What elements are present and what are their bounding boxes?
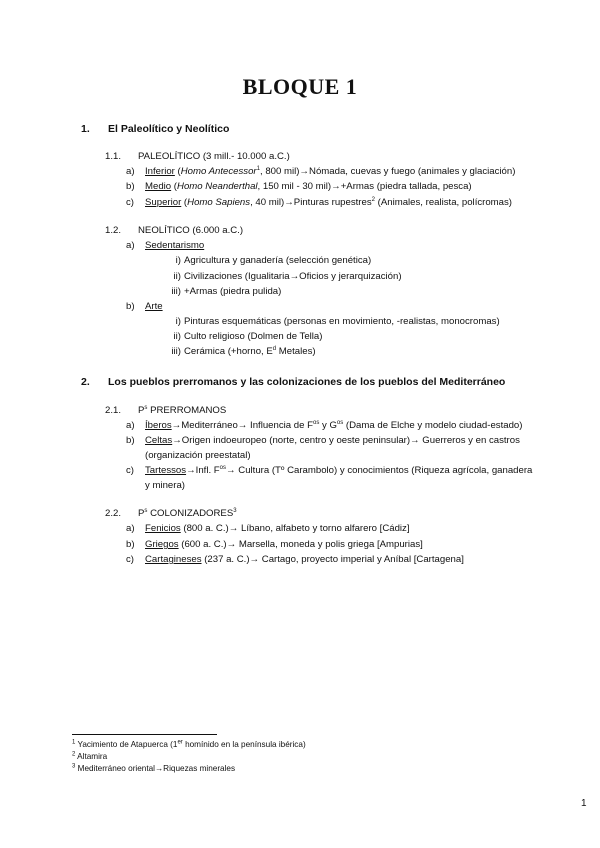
item-tartessos: c) Tartessos→Infl. $F^{os}\to$ Cultura (Tº Carambolo) y conocimientos (Riqueza agrícola, ganadera [126, 464, 533, 476]
item-cartagineses: c) Cartagineses (237 a. C.)→ Cartago, proyecto imperial y Aníbal [Cartagena] [126, 554, 464, 565]
subsection-2-2-heading: 2.2. $P^s$ COLONIZADORES$^3$ [105, 507, 237, 519]
item-arte: b) Arte [126, 301, 163, 312]
item-inferior: a) Inferior (Homo Antecessor$^1$, 800 mil)→Nómada, cuevas y fuego (animales y glaciación) [126, 165, 516, 177]
footnote-1: $^1$ Yacimiento de Atapuerca (1er homínido en la península ibérica) [72, 739, 306, 749]
item-agricultura: i) Agricultura y ganadería (selección genética) [175, 255, 372, 266]
item-ceramica: iii) Cerámica (+horno, $E^d$ Metales) [171, 345, 316, 357]
footnote-3: $^3$ Mediterráneo oriental→Riquezas minerales [72, 763, 236, 773]
item-civilizaciones: ii) Civilizaciones (Igualitaria→Oficios y jerarquización) [173, 271, 402, 282]
document-title: BLOQUE 1 [242, 74, 358, 99]
subsection-1-1-heading: 1.1. PALEOLÍTICO (3 mill.- 10.000 a.C.) [105, 151, 290, 162]
section-1-heading: 1. El Paleolítico y Neolítico [81, 123, 230, 135]
section-2-heading: 2. Los pueblos prerromanos y las colonizaciones de los pueblos del Mediterráneo [81, 376, 506, 388]
item-superior: c) Superior (Homo Sapiens, 40 mil)→Pinturas rupestres$^2$ (Animales, realista, polícromas) [126, 196, 513, 208]
item-sedentarismo: a) Sedentarismo [126, 240, 205, 251]
footnote-separator [72, 734, 217, 735]
item-pinturas-esquematicas: i) Pinturas esquemáticas (personas en movimiento, -realistas, monocromas) [175, 316, 500, 327]
item-armas-pulida: iii) +Armas (piedra pulida) [171, 286, 282, 297]
footnote-2: $^2$ Altamira [72, 751, 108, 761]
item-celtas: b) Celtas→Origen indoeuropeo (norte, centro y oeste peninsular)→ Guerreros y en castros [126, 435, 520, 446]
item-medio: b) Medio (Homo Neanderthal, 150 mil - 30 mil)→+Armas (piedra tallada, pesca) [126, 181, 472, 192]
item-griegos: b) Griegos (600 a. C.)→ Marsella, moneda y polis griega [Ampurias] [126, 539, 423, 550]
subsection-2-1-heading: 2.1. $P^s$ PRERROMANOS [105, 404, 227, 416]
item-culto-religioso: ii) Culto religioso (Dolmen de Tella) [173, 331, 323, 342]
item-celtas-continuation: (organización preestatal) [145, 450, 251, 461]
subsection-1-2-heading: 1.2. NEOLÍTICO (6.000 a.C.) [105, 225, 244, 236]
item-tartessos-continuation: y minera) [145, 480, 185, 491]
item-fenicios: a) Fenicios (800 a. C.)→ Líbano, alfabeto y torno alfarero [Cádiz] [126, 523, 410, 534]
item-iberos: a) Íberos→Mediterráneo→ Influencia de $F^{os}$ y $G^{os}$ (Dama de Elche y modelo ciudad-estado) [126, 419, 523, 431]
page-number: 1 [581, 798, 587, 809]
